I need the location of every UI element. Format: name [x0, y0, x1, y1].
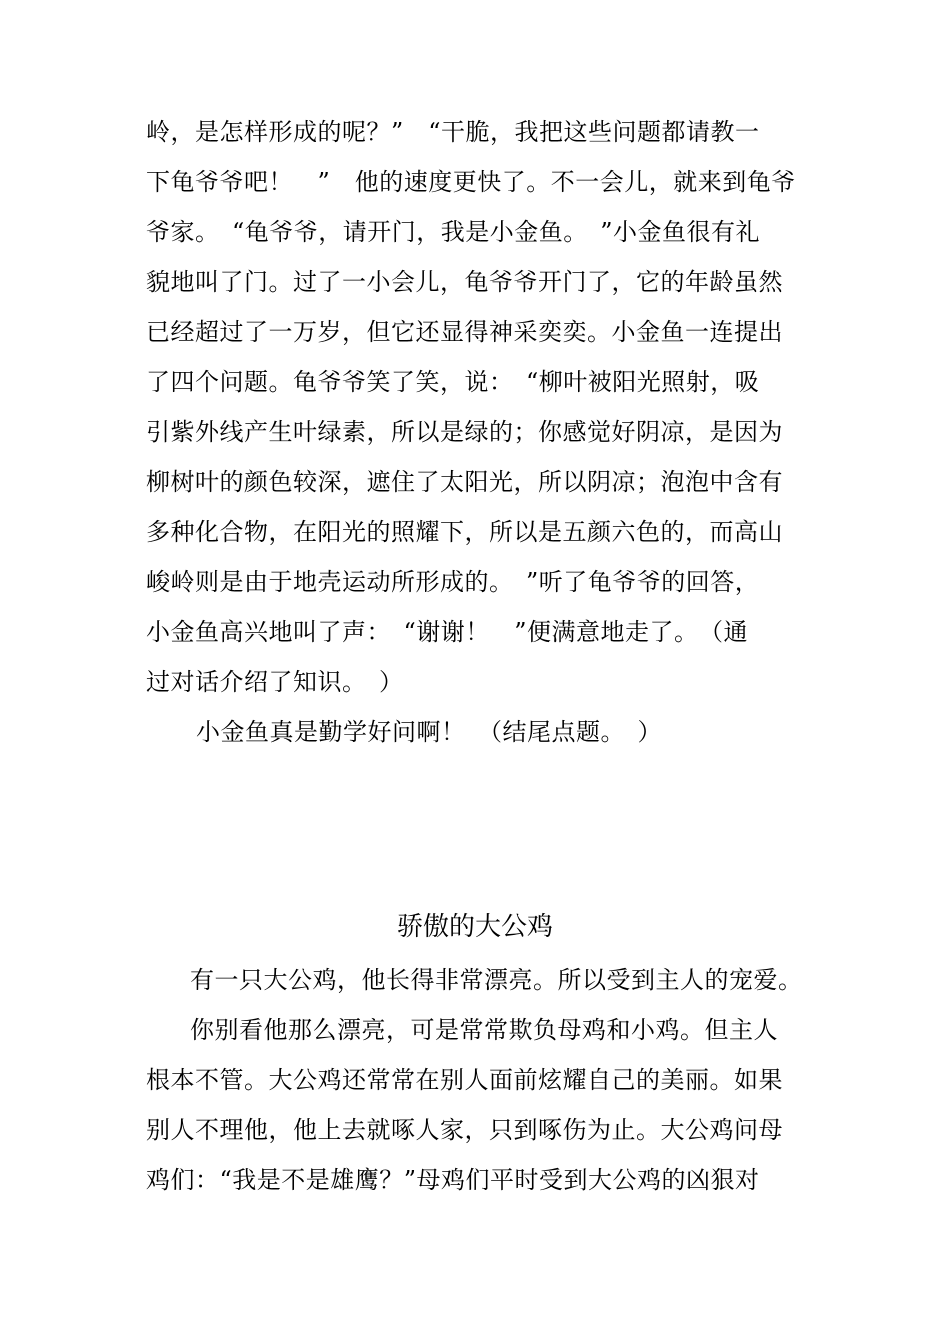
paragraph-line: 岭，是怎样形成的呢？” “干脆，我把这些问题都请教一: [146, 118, 760, 146]
paragraph-line: 峻岭则是由于地壳运动所形成的。 ”听了龟爷爷的回答，: [146, 568, 760, 596]
paragraph-line: 多种化合物，在阳光的照耀下，所以是五颜六色的，而高山: [146, 518, 783, 546]
paragraph-line: 已经超过了一万岁，但它还显得神采奕奕。小金鱼一连提出: [146, 318, 783, 346]
paragraph-line: 根本不管。大公鸡还常常在别人面前炫耀自己的美丽。如果: [146, 1066, 783, 1094]
story-title: 骄傲的大公鸡: [396, 912, 553, 942]
paragraph-line: 有一只大公鸡，他长得非常漂亮。所以受到主人的宠爱。: [190, 966, 803, 994]
paragraph-line: 貌地叫了门。过了一小会儿，龟爷爷开门了，它的年龄虽然: [146, 268, 783, 296]
paragraph-line: 你别看他那么漂亮，可是常常欺负母鸡和小鸡。但主人: [190, 1016, 778, 1044]
paragraph-line: 过对话介绍了知识。 ）: [146, 668, 404, 696]
closing-line: 小金鱼真是勤学好问啊！ （结尾点题。 ）: [196, 718, 662, 746]
paragraph-line: 引紫外线产生叶绿素，所以是绿的；你感觉好阴凉，是因为: [146, 418, 783, 446]
paragraph-line: 小金鱼高兴地叫了声： “谢谢！ ”便满意地走了。 （通: [146, 618, 749, 646]
paragraph-line: 爷家。 “龟爷爷，请开门，我是小金鱼。 ”小金鱼很有礼: [146, 218, 761, 246]
paragraph-line: 下龟爷爷吧！ ” 他的速度更快了。不一会儿，就来到龟爷: [146, 168, 796, 196]
paragraph-line: 鸡们：“我是不是雄鹰？”母鸡们平时受到大公鸡的凶狠对: [146, 1166, 760, 1194]
paragraph-line: 别人不理他，他上去就啄人家，只到啄伤为止。大公鸡问母: [146, 1116, 783, 1144]
paragraph-line: 柳树叶的颜色较深，遮住了太阳光，所以阴凉；泡泡中含有: [146, 468, 783, 496]
paragraph-line: 了四个问题。龟爷爷笑了笑，说： “柳叶被阳光照射，吸: [146, 368, 760, 396]
